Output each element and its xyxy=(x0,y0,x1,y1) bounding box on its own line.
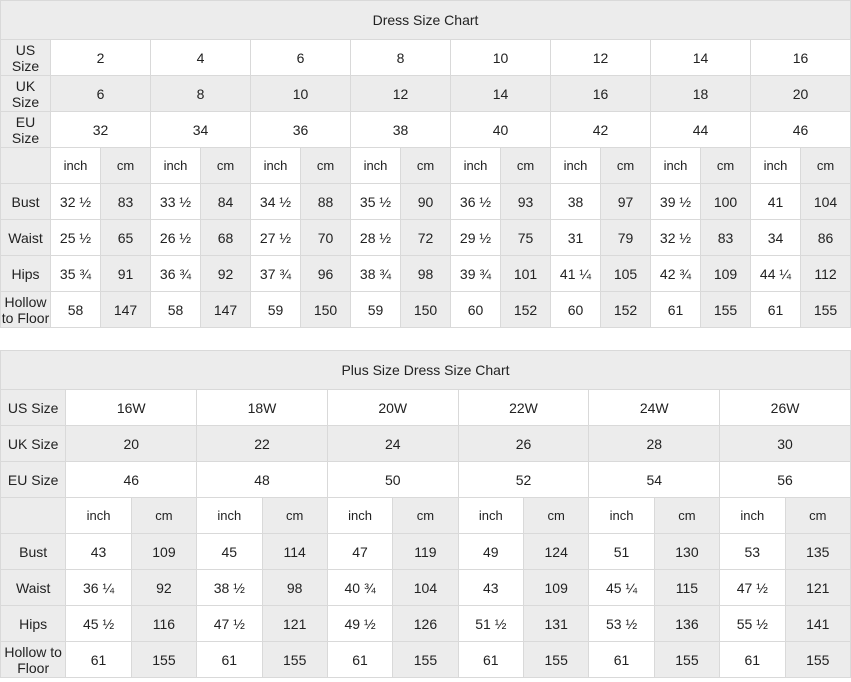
plus-cell-waist-1: 92 xyxy=(131,570,196,606)
plus-cell-eu-size-3: 52 xyxy=(458,462,589,498)
plus-cell-eu-size-4: 54 xyxy=(589,462,720,498)
cell-waist-0: 25 ½ xyxy=(51,220,101,256)
plus-cell-hollow-4: 61 xyxy=(327,642,392,678)
plus-cell-bust-11: 135 xyxy=(785,534,851,570)
plus-cell-hips-3: 121 xyxy=(262,606,327,642)
table-row-bust xyxy=(1,184,851,220)
cell-bust-7: 90 xyxy=(401,184,451,220)
cell-bust-6: 35 ½ xyxy=(351,184,401,220)
plus-unit-cell-10: inch xyxy=(720,498,785,534)
cell-waist-4: 27 ½ xyxy=(251,220,301,256)
plus-row-label-hips: Hips xyxy=(1,606,66,642)
table-row-us-size xyxy=(1,40,851,76)
cell-us-size-3: 8 xyxy=(351,40,451,76)
plus-row-label-eu-size: EU Size xyxy=(1,462,66,498)
plus-cell-hips-11: 141 xyxy=(785,606,851,642)
cell-hollow-7: 150 xyxy=(401,292,451,328)
cell-eu-size-4: 40 xyxy=(451,112,551,148)
unit-cell-9: cm xyxy=(501,148,551,184)
cell-uk-size-5: 16 xyxy=(551,76,651,112)
plus-row-label-waist: Waist xyxy=(1,570,66,606)
cell-hips-11: 105 xyxy=(601,256,651,292)
plus-cell-eu-size-1: 48 xyxy=(197,462,328,498)
plus-unit-cell-5: cm xyxy=(393,498,458,534)
plus-unit-cell-6: inch xyxy=(458,498,523,534)
row-label-eu-size: EU Size xyxy=(1,112,51,148)
plus-cell-waist-3: 98 xyxy=(262,570,327,606)
plus-cell-us-size-4: 24W xyxy=(589,390,720,426)
page-title: Dress Size Chart xyxy=(1,1,851,40)
cell-us-size-7: 16 xyxy=(751,40,851,76)
row-label-waist: Waist xyxy=(1,220,51,256)
cell-hollow-10: 60 xyxy=(551,292,601,328)
row-label-uk-size: UK Size xyxy=(1,76,51,112)
plus-cell-us-size-1: 18W xyxy=(197,390,328,426)
cell-bust-15: 104 xyxy=(801,184,851,220)
cell-hips-6: 38 ¾ xyxy=(351,256,401,292)
plus-cell-bust-7: 124 xyxy=(524,534,589,570)
cell-hollow-9: 152 xyxy=(501,292,551,328)
cell-eu-size-1: 34 xyxy=(151,112,251,148)
plus-cell-bust-6: 49 xyxy=(458,534,523,570)
plus-row-label-us-size: US Size xyxy=(1,390,66,426)
cell-hollow-8: 60 xyxy=(451,292,501,328)
cell-uk-size-0: 6 xyxy=(51,76,151,112)
plus-unit-cell-3: cm xyxy=(262,498,327,534)
cell-bust-3: 84 xyxy=(201,184,251,220)
plus-cell-hips-4: 49 ½ xyxy=(327,606,392,642)
cell-hips-10: 41 ¼ xyxy=(551,256,601,292)
plus-cell-hips-0: 45 ½ xyxy=(66,606,131,642)
plus-cell-waist-6: 43 xyxy=(458,570,523,606)
plus-cell-hollow-11: 155 xyxy=(785,642,851,678)
row-label-us-size: US Size xyxy=(1,40,51,76)
plus-cell-hips-8: 53 ½ xyxy=(589,606,654,642)
cell-us-size-1: 4 xyxy=(151,40,251,76)
unit-cell-4: inch xyxy=(251,148,301,184)
cell-waist-13: 83 xyxy=(701,220,751,256)
plus-table-row-units xyxy=(1,498,851,534)
chart-divider xyxy=(0,328,851,350)
cell-hips-14: 44 ¼ xyxy=(751,256,801,292)
cell-hips-0: 35 ¾ xyxy=(51,256,101,292)
plus-row-label-bust: Bust xyxy=(1,534,66,570)
cell-eu-size-2: 36 xyxy=(251,112,351,148)
cell-bust-13: 100 xyxy=(701,184,751,220)
unit-cell-3: cm xyxy=(201,148,251,184)
cell-waist-2: 26 ½ xyxy=(151,220,201,256)
cell-bust-4: 34 ½ xyxy=(251,184,301,220)
table-row-eu-size xyxy=(1,112,851,148)
plus-cell-uk-size-0: 20 xyxy=(66,426,197,462)
plus-cell-us-size-0: 16W xyxy=(66,390,197,426)
cell-bust-5: 88 xyxy=(301,184,351,220)
plus-table-row-eu-size xyxy=(1,462,851,498)
plus-unit-cell-9: cm xyxy=(654,498,719,534)
cell-waist-5: 70 xyxy=(301,220,351,256)
plus-cell-waist-5: 104 xyxy=(393,570,458,606)
plus-cell-eu-size-2: 50 xyxy=(327,462,458,498)
cell-hips-4: 37 ¾ xyxy=(251,256,301,292)
plus-table-row-waist xyxy=(1,570,851,606)
cell-hollow-14: 61 xyxy=(751,292,801,328)
plus-cell-uk-size-3: 26 xyxy=(458,426,589,462)
plus-cell-hollow-6: 61 xyxy=(458,642,523,678)
cell-bust-11: 97 xyxy=(601,184,651,220)
cell-hips-1: 91 xyxy=(101,256,151,292)
plus-cell-hollow-3: 155 xyxy=(262,642,327,678)
cell-us-size-2: 6 xyxy=(251,40,351,76)
row-label-bust: Bust xyxy=(1,184,51,220)
plus-unit-cell-8: inch xyxy=(589,498,654,534)
cell-waist-3: 68 xyxy=(201,220,251,256)
cell-hips-9: 101 xyxy=(501,256,551,292)
cell-uk-size-6: 18 xyxy=(651,76,751,112)
plus-cell-us-size-5: 26W xyxy=(720,390,851,426)
cell-uk-size-4: 14 xyxy=(451,76,551,112)
cell-waist-8: 29 ½ xyxy=(451,220,501,256)
unit-cell-7: cm xyxy=(401,148,451,184)
cell-us-size-0: 2 xyxy=(51,40,151,76)
plus-cell-waist-9: 115 xyxy=(654,570,719,606)
plus-cell-bust-1: 109 xyxy=(131,534,196,570)
cell-eu-size-0: 32 xyxy=(51,112,151,148)
cell-hips-13: 109 xyxy=(701,256,751,292)
plus-cell-bust-2: 45 xyxy=(197,534,262,570)
cell-bust-8: 36 ½ xyxy=(451,184,501,220)
table-row-hips xyxy=(1,256,851,292)
plus-cell-hips-9: 136 xyxy=(654,606,719,642)
cell-bust-14: 41 xyxy=(751,184,801,220)
table-row-waist xyxy=(1,220,851,256)
plus-cell-eu-size-5: 56 xyxy=(720,462,851,498)
cell-bust-0: 32 ½ xyxy=(51,184,101,220)
cell-uk-size-2: 10 xyxy=(251,76,351,112)
cell-hollow-12: 61 xyxy=(651,292,701,328)
cell-eu-size-5: 42 xyxy=(551,112,651,148)
cell-bust-10: 38 xyxy=(551,184,601,220)
plus-unit-cell-0: inch xyxy=(66,498,131,534)
plus-row-label-uk-size: UK Size xyxy=(1,426,66,462)
plus-cell-waist-8: 45 ¼ xyxy=(589,570,654,606)
unit-cell-11: cm xyxy=(601,148,651,184)
unit-cell-6: inch xyxy=(351,148,401,184)
plus-unit-cell-11: cm xyxy=(785,498,851,534)
cell-waist-7: 72 xyxy=(401,220,451,256)
unit-cell-13: cm xyxy=(701,148,751,184)
chart-title-row xyxy=(1,1,851,40)
table-row-hollow-to-floor xyxy=(1,292,851,328)
plus-table-row-us-size xyxy=(1,390,851,426)
plus-table-row-hips xyxy=(1,606,851,642)
cell-hollow-15: 155 xyxy=(801,292,851,328)
cell-waist-6: 28 ½ xyxy=(351,220,401,256)
row-label-units xyxy=(1,148,51,184)
plus-cell-bust-8: 51 xyxy=(589,534,654,570)
unit-cell-8: inch xyxy=(451,148,501,184)
plus-cell-hollow-2: 61 xyxy=(197,642,262,678)
plus-page-title: Plus Size Dress Size Chart xyxy=(1,351,851,390)
cell-waist-1: 65 xyxy=(101,220,151,256)
plus-table-row-uk-size xyxy=(1,426,851,462)
plus-unit-cell-2: inch xyxy=(197,498,262,534)
cell-waist-9: 75 xyxy=(501,220,551,256)
cell-hollow-6: 59 xyxy=(351,292,401,328)
cell-eu-size-6: 44 xyxy=(651,112,751,148)
cell-bust-12: 39 ½ xyxy=(651,184,701,220)
unit-cell-1: cm xyxy=(101,148,151,184)
plus-cell-waist-4: 40 ¾ xyxy=(327,570,392,606)
row-label-hips: Hips xyxy=(1,256,51,292)
plus-cell-hollow-8: 61 xyxy=(589,642,654,678)
plus-table-row-bust xyxy=(1,534,851,570)
cell-hollow-0: 58 xyxy=(51,292,101,328)
cell-hips-3: 92 xyxy=(201,256,251,292)
plus-cell-bust-9: 130 xyxy=(654,534,719,570)
cell-waist-14: 34 xyxy=(751,220,801,256)
unit-cell-2: inch xyxy=(151,148,201,184)
plus-cell-eu-size-0: 46 xyxy=(66,462,197,498)
cell-uk-size-1: 8 xyxy=(151,76,251,112)
dress-size-chart-table xyxy=(0,0,851,328)
cell-eu-size-3: 38 xyxy=(351,112,451,148)
plus-cell-uk-size-2: 24 xyxy=(327,426,458,462)
unit-cell-12: inch xyxy=(651,148,701,184)
plus-unit-cell-7: cm xyxy=(524,498,589,534)
unit-cell-0: inch xyxy=(51,148,101,184)
cell-hips-7: 98 xyxy=(401,256,451,292)
plus-cell-uk-size-5: 30 xyxy=(720,426,851,462)
cell-hollow-13: 155 xyxy=(701,292,751,328)
cell-hips-15: 112 xyxy=(801,256,851,292)
plus-cell-waist-2: 38 ½ xyxy=(197,570,262,606)
cell-hips-2: 36 ¾ xyxy=(151,256,201,292)
cell-hollow-3: 147 xyxy=(201,292,251,328)
plus-row-label-units xyxy=(1,498,66,534)
plus-cell-hips-5: 126 xyxy=(393,606,458,642)
cell-hollow-4: 59 xyxy=(251,292,301,328)
plus-cell-waist-10: 47 ½ xyxy=(720,570,785,606)
plus-unit-cell-1: cm xyxy=(131,498,196,534)
table-row-uk-size xyxy=(1,76,851,112)
plus-cell-waist-11: 121 xyxy=(785,570,851,606)
cell-hollow-5: 150 xyxy=(301,292,351,328)
unit-cell-10: inch xyxy=(551,148,601,184)
plus-cell-hollow-5: 155 xyxy=(393,642,458,678)
plus-cell-hollow-7: 155 xyxy=(524,642,589,678)
plus-cell-bust-4: 47 xyxy=(327,534,392,570)
plus-cell-bust-3: 114 xyxy=(262,534,327,570)
cell-uk-size-3: 12 xyxy=(351,76,451,112)
plus-cell-us-size-3: 22W xyxy=(458,390,589,426)
plus-chart-title-row xyxy=(1,351,851,390)
cell-us-size-5: 12 xyxy=(551,40,651,76)
plus-row-label-hollow-to-floor: Hollow to Floor xyxy=(1,642,66,678)
cell-hips-5: 96 xyxy=(301,256,351,292)
plus-cell-hips-2: 47 ½ xyxy=(197,606,262,642)
cell-waist-10: 31 xyxy=(551,220,601,256)
cell-us-size-4: 10 xyxy=(451,40,551,76)
cell-bust-1: 83 xyxy=(101,184,151,220)
plus-cell-hollow-1: 155 xyxy=(131,642,196,678)
cell-uk-size-7: 20 xyxy=(751,76,851,112)
plus-size-dress-size-chart-table xyxy=(0,350,851,678)
plus-cell-hollow-9: 155 xyxy=(654,642,719,678)
cell-bust-9: 93 xyxy=(501,184,551,220)
plus-cell-hips-1: 116 xyxy=(131,606,196,642)
cell-hollow-11: 152 xyxy=(601,292,651,328)
plus-table-row-hollow-to-floor xyxy=(1,642,851,678)
cell-hips-8: 39 ¾ xyxy=(451,256,501,292)
plus-cell-uk-size-1: 22 xyxy=(197,426,328,462)
cell-waist-15: 86 xyxy=(801,220,851,256)
unit-cell-14: inch xyxy=(751,148,801,184)
cell-us-size-6: 14 xyxy=(651,40,751,76)
cell-waist-11: 79 xyxy=(601,220,651,256)
plus-cell-us-size-2: 20W xyxy=(327,390,458,426)
row-label-hollow-to-floor: Hollow to Floor xyxy=(1,293,50,326)
plus-unit-cell-4: inch xyxy=(327,498,392,534)
plus-cell-bust-10: 53 xyxy=(720,534,785,570)
plus-cell-uk-size-4: 28 xyxy=(589,426,720,462)
plus-cell-hips-7: 131 xyxy=(524,606,589,642)
cell-eu-size-7: 46 xyxy=(751,112,851,148)
unit-cell-15: cm xyxy=(801,148,851,184)
cell-waist-12: 32 ½ xyxy=(651,220,701,256)
unit-cell-5: cm xyxy=(301,148,351,184)
plus-cell-waist-0: 36 ¼ xyxy=(66,570,131,606)
plus-cell-hips-10: 55 ½ xyxy=(720,606,785,642)
plus-cell-hollow-10: 61 xyxy=(720,642,785,678)
cell-hollow-1: 147 xyxy=(101,292,151,328)
plus-cell-hips-6: 51 ½ xyxy=(458,606,523,642)
cell-hollow-2: 58 xyxy=(151,292,201,328)
plus-cell-hollow-0: 61 xyxy=(66,642,131,678)
cell-bust-2: 33 ½ xyxy=(151,184,201,220)
plus-cell-waist-7: 109 xyxy=(524,570,589,606)
table-row-units xyxy=(1,148,851,184)
cell-hips-12: 42 ¾ xyxy=(651,256,701,292)
plus-cell-bust-0: 43 xyxy=(66,534,131,570)
plus-cell-bust-5: 119 xyxy=(393,534,458,570)
